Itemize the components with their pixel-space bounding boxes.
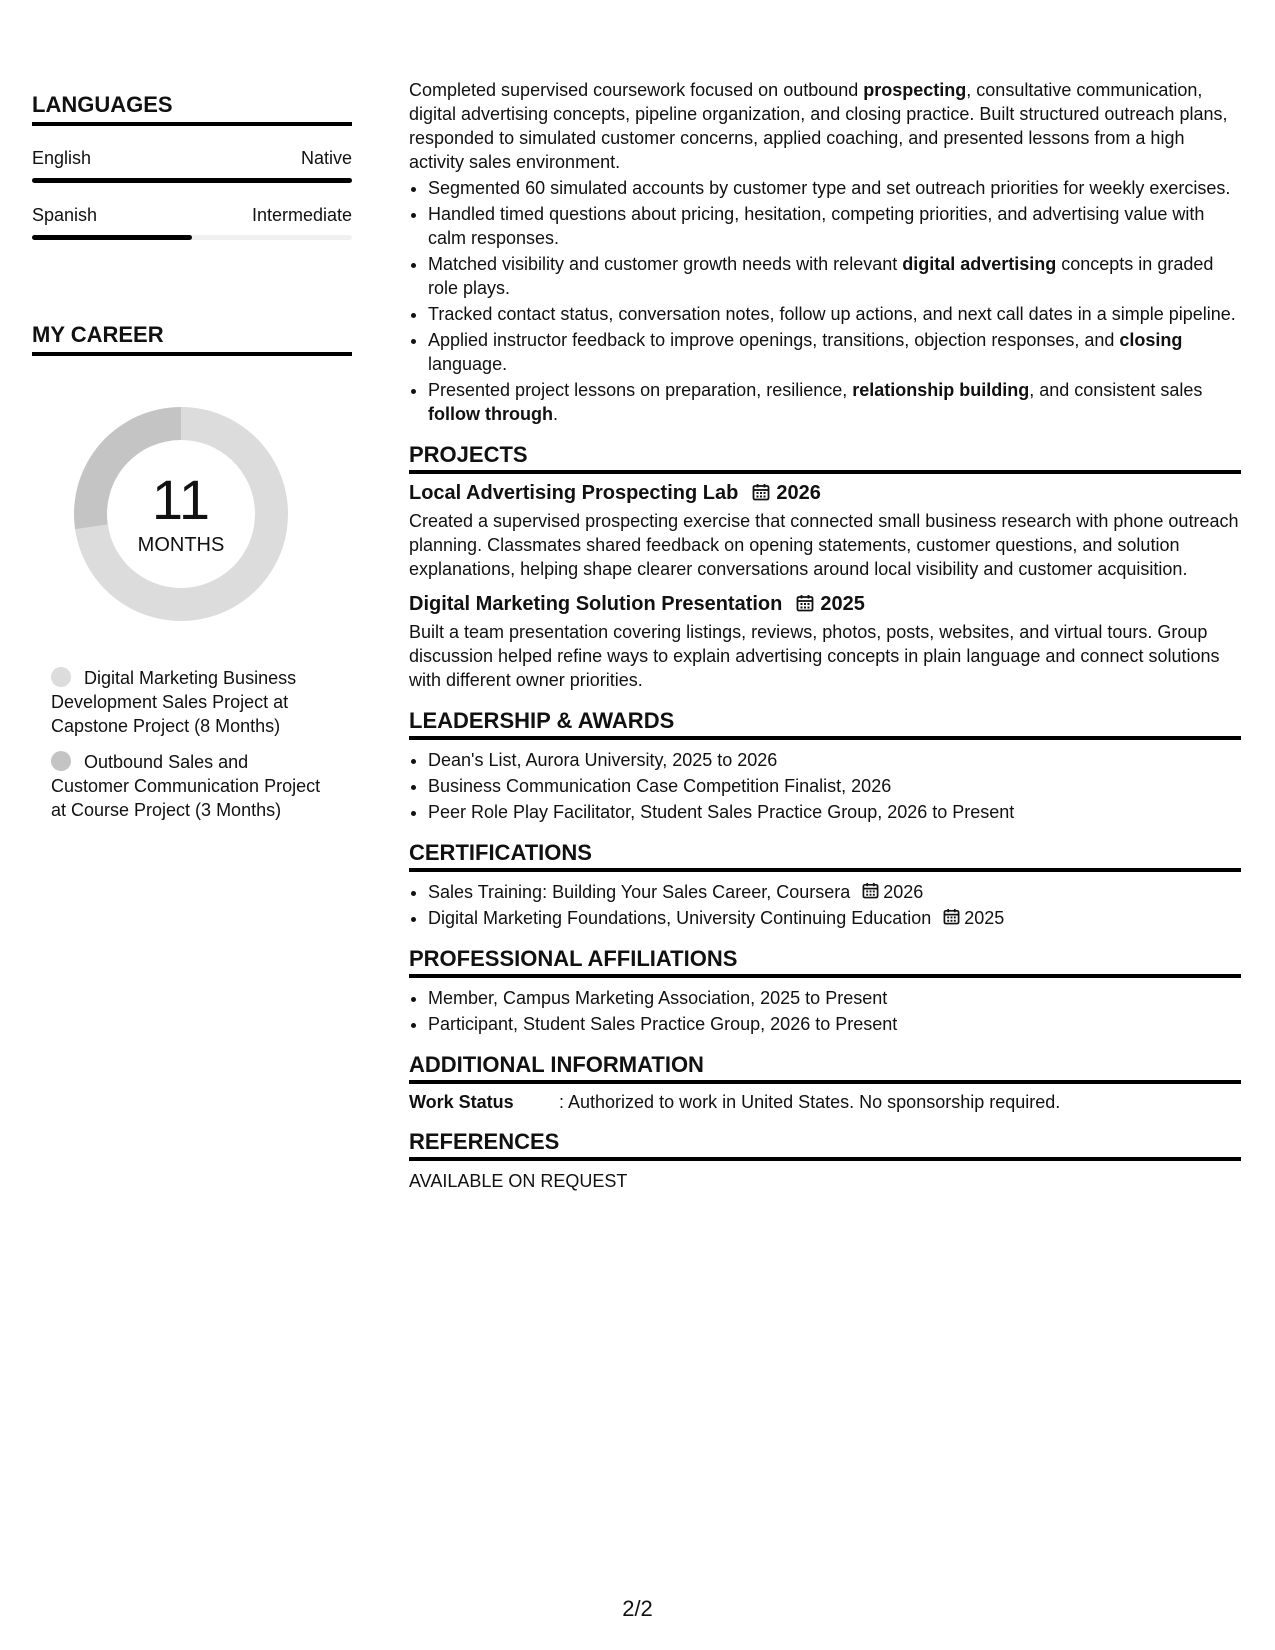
summary-text: , consultative communication, digital advertising concepts, pipeline organization, and closing practice. Built structured outreach plans, responded to simulated customer concerns, applied coaching, and presented lessons from a high activity sales environment.: [409, 80, 1228, 172]
references-title: REFERENCES: [409, 1129, 1241, 1161]
references-text: AVAILABLE ON REQUEST: [409, 1171, 628, 1191]
language-bar: [32, 235, 352, 240]
career-donut-chart: [65, 398, 297, 630]
right-column: [409, 78, 1241, 1193]
list-item: • Business Communication Case Competition Finalist, 2026: [428, 774, 1241, 798]
donut-center: [65, 398, 297, 630]
bullet-highlight: follow through: [428, 404, 553, 424]
list-item: • Participant, Student Sales Practice Group, 2026 to Present: [428, 1012, 1241, 1036]
additional-info-title: ADDITIONAL INFORMATION: [409, 1052, 1241, 1084]
summary-highlight: prospecting: [863, 80, 967, 100]
work-status-label: Work Status: [409, 1092, 514, 1112]
leadership-list: [409, 748, 1241, 824]
projects-title: PROJECTS: [409, 442, 1241, 474]
career-title: MY CAREER: [32, 302, 352, 356]
list-item: • Handled timed questions about pricing, hesitation, competing priorities, and advertising value with calm responses.: [428, 202, 1241, 250]
career-months-label: MONTHS: [137, 534, 225, 556]
languages-title: LANGUAGES: [32, 72, 352, 126]
legend-item: [51, 666, 331, 738]
page-number: 2/2: [622, 1596, 653, 1621]
legend-label: Outbound Sales and Customer Communication Project at Course Project (3 Months): [51, 752, 321, 820]
list-item: • Segmented 60 simulated accounts by customer type and set outreach priorities for weekly exercises.: [428, 176, 1241, 200]
language-name: Spanish: [32, 205, 98, 225]
list-item: [428, 880, 1241, 904]
certification-name: Sales Training: Building Your Sales Career, Coursera: [428, 882, 851, 902]
experience-bullets: [409, 176, 1241, 426]
bullet-highlight: relationship building: [852, 380, 1030, 400]
certification-year: 2026: [883, 882, 924, 902]
bullet-text: Presented project lessons on preparation, resilience,: [428, 380, 853, 400]
project-item: [409, 593, 1241, 692]
language-level: Native: [300, 148, 352, 168]
bullet-text: , and consistent sales: [1029, 380, 1203, 400]
bullet-text: .: [552, 404, 558, 424]
bullet-highlight: closing: [1119, 330, 1183, 350]
project-description: Built a team presentation covering listings, reviews, photos, posts, websites, and virtual tours. Group discussion helped refine ways to explain advertising concepts in plain language and connect solutions with different owner priorities.: [409, 622, 1220, 690]
project-name: Local Advertising Prospecting Lab: [409, 482, 739, 504]
affiliations-title: PROFESSIONAL AFFILIATIONS: [409, 946, 1241, 978]
calendar-icon: [862, 882, 879, 899]
project-name: Digital Marketing Solution Presentation: [409, 593, 783, 615]
project-description: Created a supervised prospecting exercise that connected small business research with phone outreach planning. Classmates shared feedback on opening statements, customer questions, and solution explanations, helping shape clearer conversations around local visibility and customer acquisition.: [409, 511, 1239, 579]
bullet-highlight: digital advertising: [902, 254, 1057, 274]
language-item: [32, 205, 352, 240]
list-item: [428, 378, 1241, 426]
legend-item: [51, 750, 331, 822]
language-item: [32, 148, 352, 183]
list-item: • Member, Campus Marketing Association, 2025 to Present: [428, 986, 1241, 1010]
list-item: • Peer Role Play Facilitator, Student Sales Practice Group, 2026 to Present: [428, 800, 1241, 824]
legend-label: Digital Marketing Business Development Sales Project at Capstone Project (8 Months): [51, 668, 297, 736]
language-level: Intermediate: [251, 205, 352, 225]
career-total-months: 11: [151, 468, 211, 531]
summary-text: Completed supervised coursework focused on outbound: [409, 80, 864, 100]
bullet-text: concepts in graded role plays.: [428, 254, 1214, 298]
language-bar-fill: [32, 178, 352, 183]
work-status-row: [409, 1092, 1241, 1113]
legend-dot-icon: [51, 751, 71, 771]
project-year: 2026: [776, 482, 821, 504]
list-item: [428, 252, 1241, 300]
work-status-value: : Authorized to work in United States. No sponsorship required.: [559, 1092, 1061, 1112]
list-item: [428, 328, 1241, 376]
language-bar-fill: [32, 235, 192, 240]
list-item: [428, 906, 1241, 930]
left-column: [32, 72, 352, 834]
affiliations-list: [409, 986, 1241, 1036]
project-item: [409, 482, 1241, 581]
list-item: • Tracked contact status, conversation notes, follow up actions, and next call dates in a simple pipeline.: [428, 302, 1241, 326]
experience-summary: [409, 78, 1241, 174]
certifications-list: [409, 880, 1241, 930]
calendar-icon: [943, 908, 960, 925]
legend-dot-icon: [51, 667, 71, 687]
certifications-title: CERTIFICATIONS: [409, 840, 1241, 872]
language-name: English: [32, 148, 92, 168]
list-item: • Dean's List, Aurora University, 2025 to 2026: [428, 748, 1241, 772]
certification-name: Digital Marketing Foundations, University Continuing Education: [428, 908, 932, 928]
calendar-icon: [752, 483, 770, 501]
bullet-text: language.: [428, 354, 508, 374]
bullet-text: Applied instructor feedback to improve openings, transitions, objection responses, and: [428, 330, 1120, 350]
language-bar: [32, 178, 352, 183]
leadership-title: LEADERSHIP & AWARDS: [409, 708, 1241, 740]
certification-year: 2025: [964, 908, 1005, 928]
calendar-icon: [796, 594, 814, 612]
bullet-text: Matched visibility and customer growth needs with relevant: [428, 254, 903, 274]
career-legend: [51, 666, 331, 822]
project-year: 2025: [820, 593, 865, 615]
